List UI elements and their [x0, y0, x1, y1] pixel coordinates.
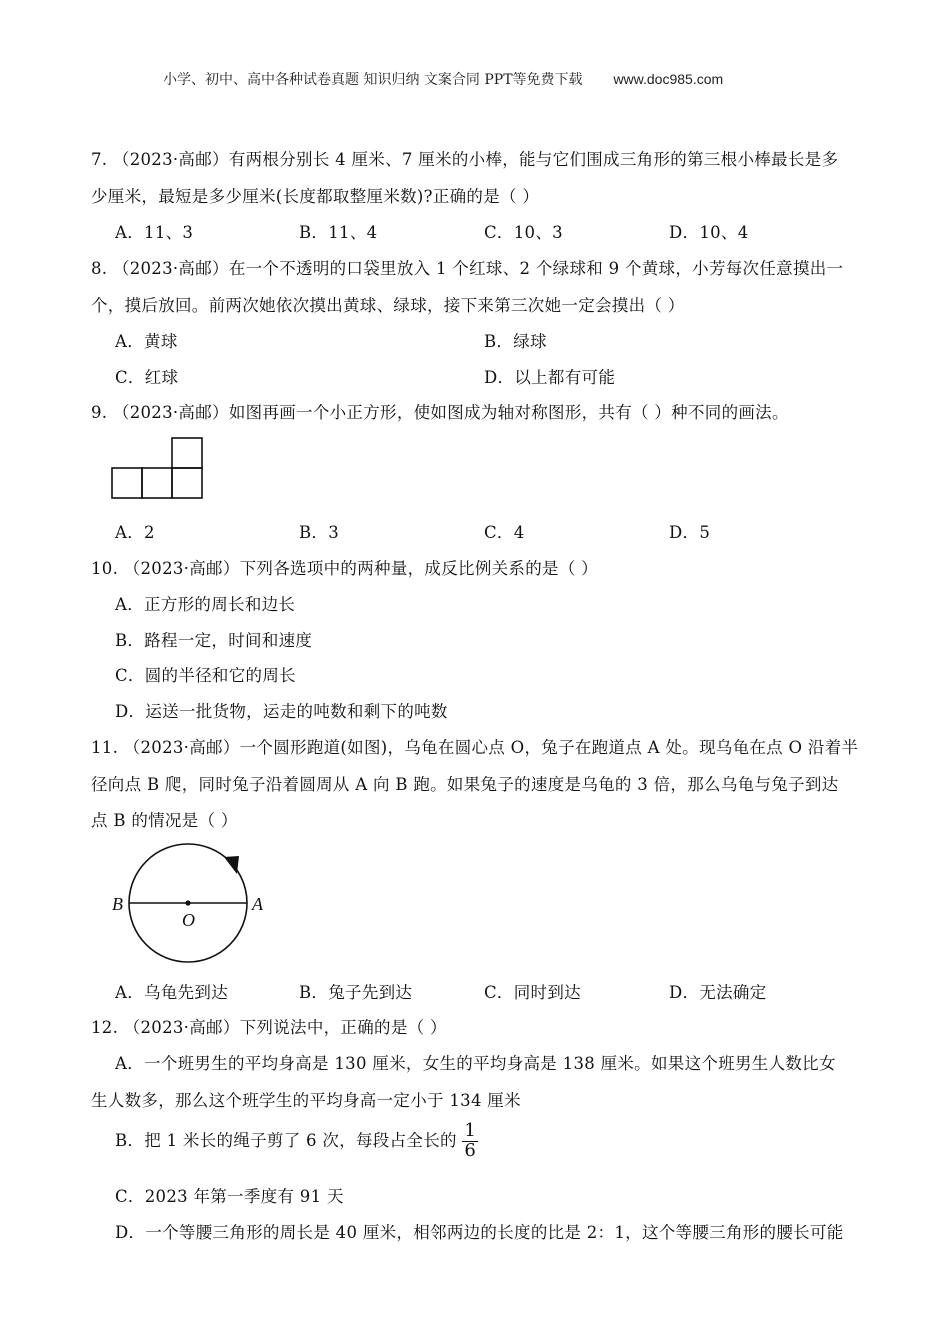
q8-option-c: C．红球 — [115, 368, 179, 387]
question-9-line-1: 9. （2023·高邮）如图再画一个小正方形，使如图成为轴对称图形，共有（ ）种不同的画法。 — [91, 403, 789, 422]
q10-option-a: A．正方形的周长和边长 — [115, 595, 296, 614]
q9-option-b: B．3 — [299, 523, 340, 542]
square-4 — [172, 438, 202, 468]
question-7-line-2: 少厘米，最短是多少厘米(长度都取整厘米数)?正确的是（ ） — [91, 187, 540, 206]
question-7-line-1: 7. （2023·高邮）有两根分别长 4 厘米、7 厘米的小棒，能与它们围成三角形的第三根小棒最长是多 — [91, 150, 839, 169]
q7-option-d: D．10、4 — [669, 223, 749, 242]
q12-option-b — [115, 1122, 478, 1161]
header-url: www.doc985.com — [613, 71, 724, 87]
q10-option-c: C．圆的半径和它的周长 — [115, 666, 296, 685]
question-8-line-1: 8. （2023·高邮）在一个不透明的口袋里放入 1 个红球、2 个绿球和 9 个黄球，小芳每次任意摸出一 — [91, 259, 844, 278]
q12-option-b-text: B．把 1 米长的绳子剪了 6 次，每段占全长的 — [115, 1130, 457, 1150]
label-o: O — [182, 910, 195, 930]
q8-option-a: A．黄球 — [115, 332, 178, 351]
fraction-numerator: 1 — [464, 1120, 477, 1141]
header-text: 小学、初中、高中各种试卷真题 知识归纳 文案合同 PPT等免费下载 — [163, 72, 583, 88]
q8-option-d: D．以上都有可能 — [484, 368, 616, 387]
q7-option-a: A．11、3 — [115, 223, 194, 242]
center-point — [185, 900, 190, 905]
question-11-line-2: 径向点 B 爬，同时兔子沿着圆周从 A 向 B 跑。如果兔子的速度是乌龟的 3 倍，那么乌龟与兔子到达 — [91, 775, 839, 794]
square-2 — [142, 468, 172, 498]
direction-arrow-icon — [224, 856, 239, 874]
q10-option-b: B．路程一定，时间和速度 — [115, 631, 313, 650]
q12-option-a-line-2: 生人数多，那么这个班学生的平均身高一定小于 134 厘米 — [91, 1091, 521, 1110]
square-1 — [112, 468, 142, 498]
q8-option-b: B．绿球 — [484, 332, 547, 351]
q10-option-d: D．运送一批货物，运走的吨数和剩下的吨数 — [115, 702, 448, 721]
page-header — [163, 69, 723, 89]
fraction-denominator: 6 — [464, 1139, 477, 1161]
question-11-line-1: 11. （2023·高邮）一个圆形跑道(如图)，乌龟在圆心点 O，兔子在跑道点 A 处。现乌龟在点 O 沿着半 — [91, 738, 859, 757]
question-12-line-1: 12. （2023·高邮）下列说法中，正确的是（ ） — [91, 1018, 447, 1037]
question-10-line-1: 10. （2023·高邮）下列各选项中的两种量，成反比例关系的是（ ） — [91, 559, 598, 578]
square-3 — [172, 468, 202, 498]
q7-option-b: B．11、4 — [299, 223, 378, 242]
question-8-line-2: 个，摸后放回。前两次她依次摸出黄球、绿球，接下来第三次她一定会摸出（ ） — [91, 296, 685, 315]
squares-figure — [110, 436, 206, 500]
q9-option-a: A．2 — [115, 523, 155, 542]
label-b: B — [112, 894, 123, 914]
q12-option-c: C．2023 年第一季度有 91 天 — [115, 1187, 344, 1206]
label-a: A — [252, 894, 263, 914]
q9-option-d: D．5 — [669, 523, 711, 542]
q11-option-c: C．同时到达 — [484, 983, 581, 1002]
q12-option-d-line-1: D．一个等腰三角形的周长是 40 厘米，相邻两边的长度的比是 2：1，这个等腰三角形的腰长可能 — [115, 1223, 844, 1242]
q12-option-a-line-1: A．一个班男生的平均身高是 130 厘米，女生的平均身高是 138 厘米。如果这个班男生人数比女 — [115, 1054, 836, 1073]
question-11-line-3: 点 B 的情况是（ ） — [91, 811, 238, 830]
q9-option-c: C．4 — [484, 523, 525, 542]
q11-option-b: B．兔子先到达 — [299, 983, 413, 1002]
fraction — [462, 1122, 478, 1161]
circle-track-figure — [100, 840, 280, 970]
q11-option-a: A．乌龟先到达 — [115, 983, 229, 1002]
q7-option-c: C．10、3 — [484, 223, 563, 242]
q11-option-d: D．无法确定 — [669, 983, 767, 1002]
